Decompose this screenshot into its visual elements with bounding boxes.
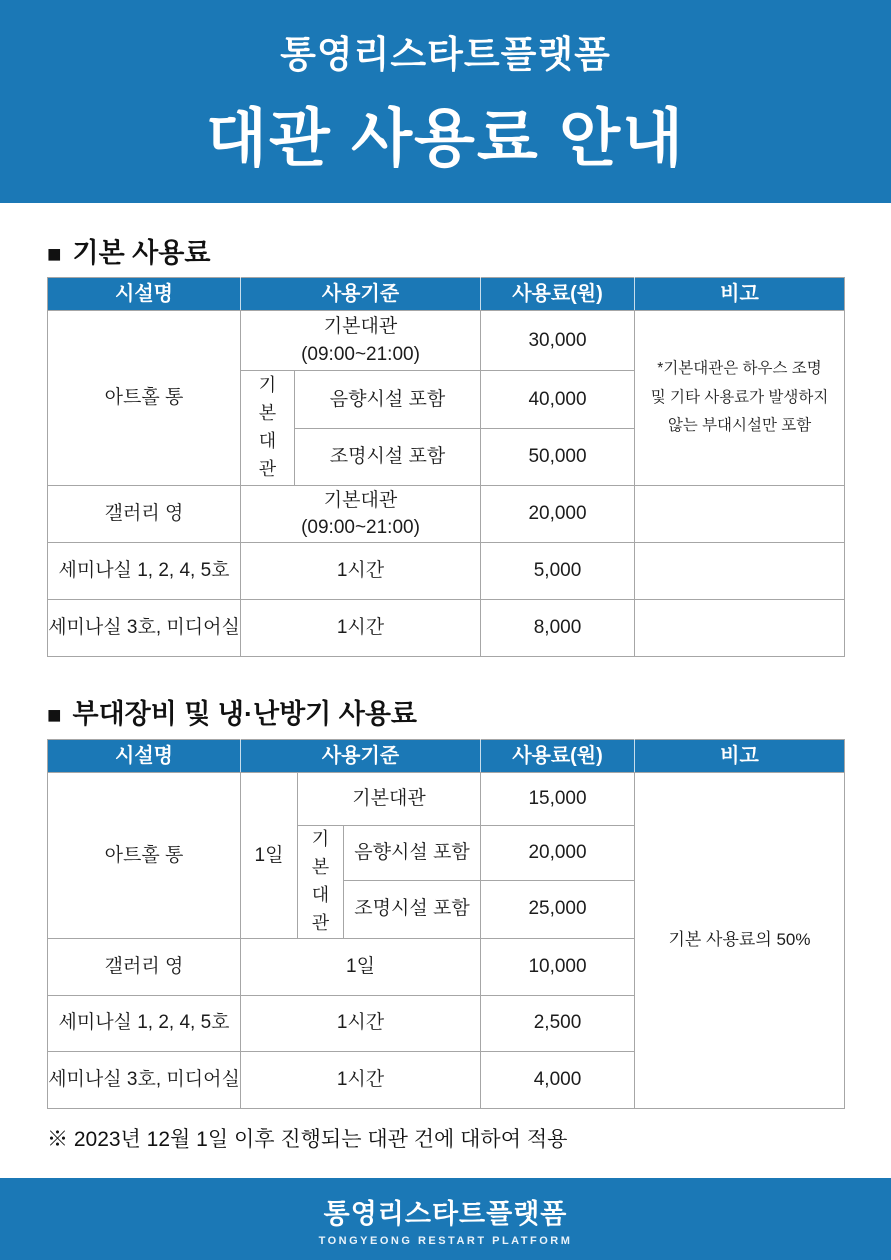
cell-basis-light: 조명시설 포함 (344, 880, 481, 938)
header-facility: 시설명 (48, 278, 241, 311)
cell-fee: 25,000 (481, 880, 635, 938)
cell-fee: 50,000 (481, 429, 635, 486)
cell-facility-seminar3-media: 세미나실 3호, 미디어실 (48, 600, 241, 657)
cell-fee: 2,500 (481, 995, 635, 1051)
basis-line2: (09:00~21:00) (301, 343, 420, 365)
header-basis: 사용기준 (241, 740, 481, 773)
cell-fee: 15,000 (481, 773, 635, 826)
table-row (48, 773, 845, 826)
header-banner (0, 0, 891, 203)
cell-vertical-basic-rental (241, 371, 295, 486)
section-title-equipment-fee (47, 699, 844, 730)
cell-basis-basic (241, 486, 481, 543)
cell-facility-arthall: 아트홀 통 (48, 311, 241, 486)
header-facility: 시설명 (48, 740, 241, 773)
cell-basis-sound: 음향시설 포함 (295, 371, 481, 429)
cell-remark-50pct: 기본 사용료의 50% (635, 773, 845, 1109)
cell-fee: 10,000 (481, 938, 635, 995)
cell-vertical-basic-rental (298, 826, 344, 939)
header-remark: 비고 (635, 740, 845, 773)
cell-remark-note: *기본대관은 하우스 조명 및 기타 사용료가 발생하지 않는 부대시설만 포함 (635, 311, 845, 486)
cell-facility-seminar3-media: 세미나실 3호, 미디어실 (48, 1051, 241, 1108)
basic-fee-table (47, 277, 845, 657)
page-title: 대관 사용료 안내 (205, 104, 685, 174)
header-fee: 사용료(원) (481, 740, 635, 773)
table-row (48, 600, 845, 657)
cell-fee: 40,000 (481, 371, 635, 429)
cell-facility-arthall: 아트홀 통 (48, 773, 241, 939)
cell-fee: 30,000 (481, 311, 635, 371)
square-bullet-icon: ■ (47, 701, 62, 729)
basis-line1: 기본대관 (323, 489, 398, 511)
table-row (48, 311, 845, 371)
table-row (48, 486, 845, 543)
cell-fee: 8,000 (481, 600, 635, 657)
cell-basis-hour: 1시간 (241, 600, 481, 657)
cell-basis-hour: 1시간 (241, 995, 481, 1051)
cell-remark-empty (635, 600, 845, 657)
header-basis: 사용기준 (241, 278, 481, 311)
table-row (48, 543, 845, 600)
square-bullet-icon: ■ (47, 240, 62, 268)
footer-logo-text: 통영리스타트플랫폼 (323, 1198, 568, 1229)
table-header-row (48, 740, 845, 773)
basis-line1: 기본대관 (323, 316, 398, 337)
cell-basis-basic (241, 311, 481, 371)
cell-remark-empty (635, 486, 845, 543)
cell-basis-hour: 1시간 (241, 1051, 481, 1108)
brand-name: 통영리스타트플랫폼 (280, 34, 611, 75)
application-note: ※ 2023년 12월 1일 이후 진행되는 대관 건에 대하여 적용 (47, 1127, 568, 1151)
cell-fee: 4,000 (481, 1051, 635, 1108)
equipment-fee-table (47, 739, 845, 1109)
header-fee: 사용료(원) (481, 278, 635, 311)
cell-basis-light: 조명시설 포함 (295, 429, 481, 486)
cell-remark-empty (635, 543, 845, 600)
cell-fee: 20,000 (481, 826, 635, 881)
cell-basis-hour: 1시간 (241, 543, 481, 600)
footer-banner (0, 1178, 891, 1260)
cell-basis-day: 1일 (241, 773, 298, 939)
cell-facility-seminar1245: 세미나실 1, 2, 4, 5호 (48, 543, 241, 600)
cell-fee: 5,000 (481, 543, 635, 600)
cell-facility-gallery: 갤러리 영 (48, 486, 241, 543)
vertical-text: 기본대관 (258, 375, 277, 479)
vertical-text: 기본대관 (311, 829, 330, 933)
cell-basis-day: 1일 (241, 938, 481, 995)
section-title-text: 부대장비 및 냉·난방기 사용료 (72, 699, 417, 730)
cell-facility-gallery: 갤러리 영 (48, 938, 241, 995)
section-title-basic-fee (47, 238, 844, 269)
footer-logo-subtext: TONGYEONG RESTART PLATFORM (318, 1234, 573, 1247)
cell-basis-basic: 기본대관 (298, 773, 481, 826)
basis-line2: (09:00~21:00) (301, 517, 420, 539)
main-content (0, 238, 891, 1153)
section-title-text: 기본 사용료 (72, 238, 211, 268)
table-header-row (48, 278, 845, 311)
cell-fee: 20,000 (481, 486, 635, 543)
header-remark: 비고 (635, 278, 845, 311)
cell-basis-sound: 음향시설 포함 (344, 826, 481, 881)
cell-facility-seminar1245: 세미나실 1, 2, 4, 5호 (48, 995, 241, 1051)
